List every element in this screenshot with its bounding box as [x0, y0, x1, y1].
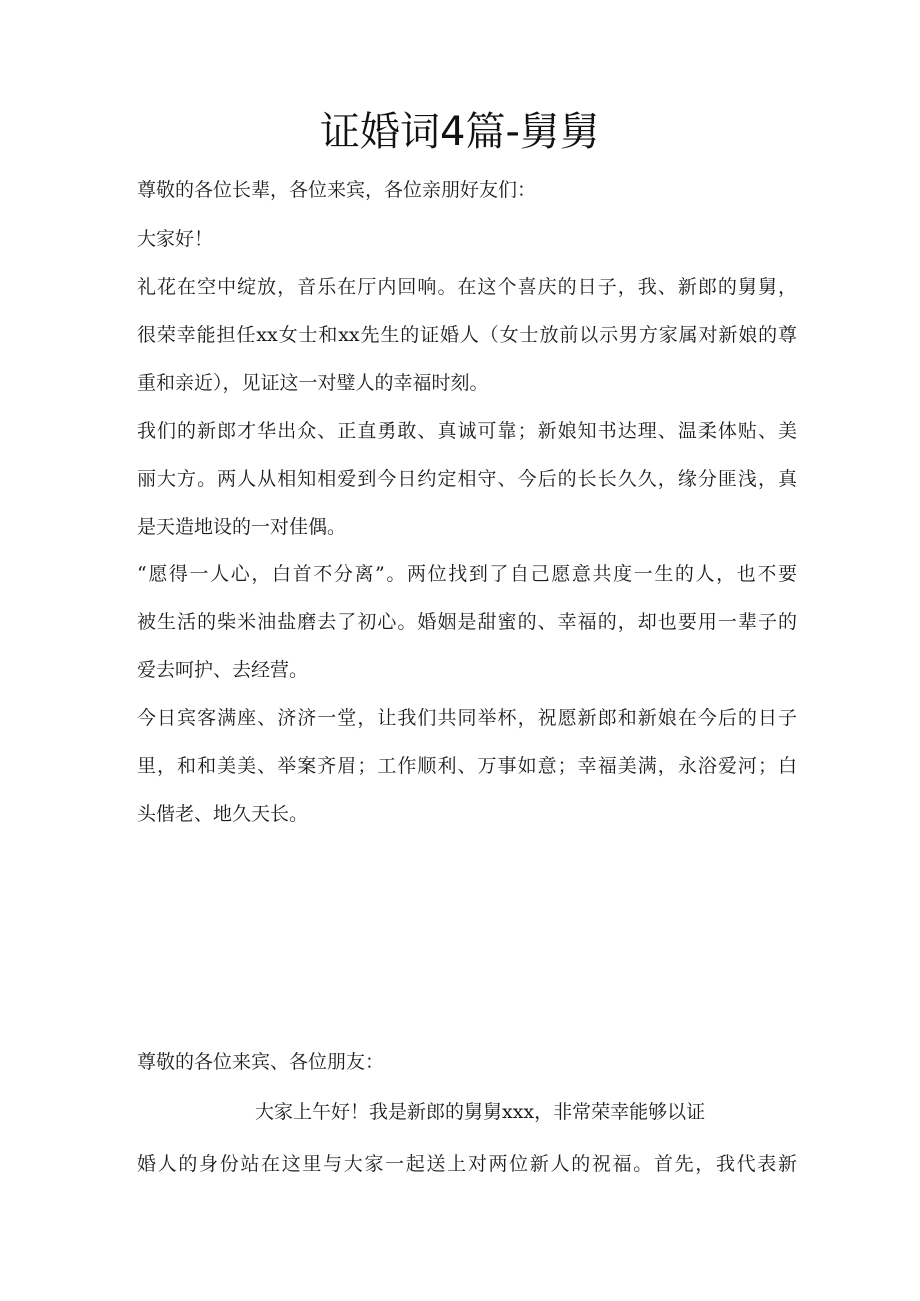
document-title: 证婚词4篇-舅舅 — [320, 109, 600, 155]
speech1-p4-line2: 里，和和美美、举案齐眉；工作顺利、万事如意；幸福美满，永浴爱河；白 — [137, 755, 797, 777]
speech1-p1-line2: 很荣幸能担任xx女士和xx先生的证婚人（女士放前以示男方家属对新娘的尊 — [137, 324, 797, 346]
speech1-p2-line3: 是天造地设的一对佳偶。 — [137, 516, 347, 538]
speech1-p3-line3: 爱去呵护、去经营。 — [137, 659, 309, 681]
speech1-p1-line3: 重和亲近），见证这一对璧人的幸福时刻。 — [137, 372, 489, 394]
speech1-salutation: 尊敬的各位长辈，各位来宾，各位亲朋好友们： — [137, 179, 537, 201]
speech1-p2-line2: 丽大方。两人从相知相爱到今日约定相守、今后的长长久久，缘分匪浅，真 — [137, 468, 797, 490]
speech1-p4-line1: 今日宾客满座、济济一堂，让我们共同举杯，祝愿新郎和新娘在今后的日子 — [137, 707, 797, 729]
speech2-p1-line2: 婚人的身份站在这里与大家一起送上对两位新人的祝福。首先，我代表新 — [137, 1153, 797, 1175]
speech1-p1-line1: 礼花在空中绽放，音乐在厅内回响。在这个喜庆的日子，我、新郎的舅舅， — [137, 276, 797, 298]
speech1-greeting: 大家好！ — [137, 228, 214, 250]
speech2-p1-line1: 大家上午好！我是新郎的舅舅xxx，非常荣幸能够以证 — [255, 1101, 706, 1123]
speech1-p4-line3: 头偕老、地久天长。 — [137, 803, 309, 825]
speech2-salutation: 尊敬的各位来宾、各位朋友： — [137, 1051, 385, 1073]
speech1-p2-line1: 我们的新郎才华出众、正直勇敢、真诚可靠；新娘知书达理、温柔体贴、美 — [137, 420, 797, 442]
speech1-p3-line2: 被生活的柴米油盐磨去了初心。婚姻是甜蜜的、幸福的，却也要用一辈子的 — [137, 611, 797, 633]
speech1-p3-line1: “愿得一人心，白首不分离”。两位找到了自己愿意共度一生的人，也不要 — [137, 563, 797, 585]
